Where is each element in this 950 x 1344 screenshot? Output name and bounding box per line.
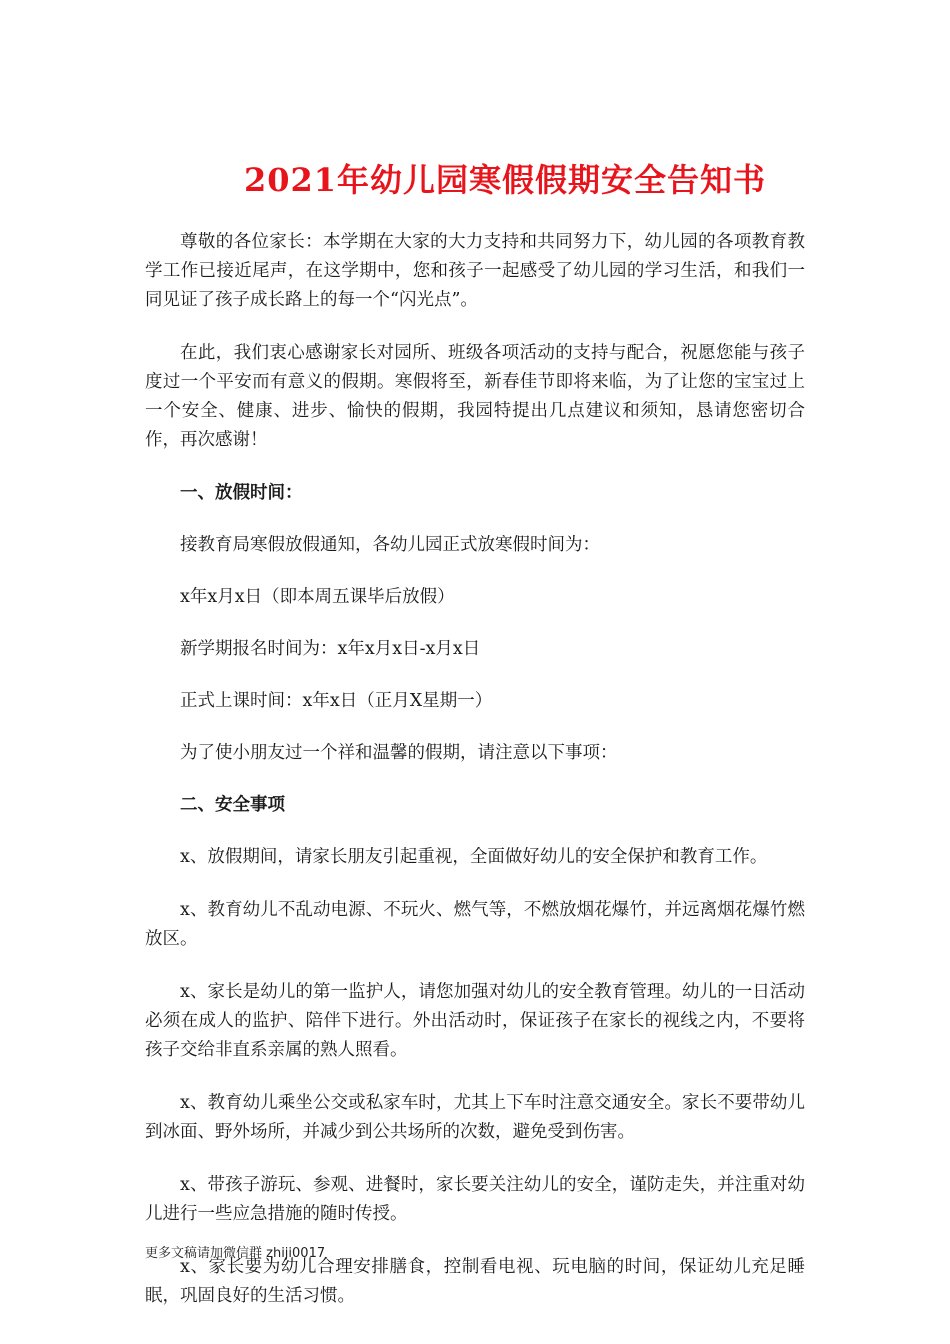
footer-note: 更多文稿请加微信群 zhiji0017 [145, 1246, 326, 1261]
section-heading-vacation-time: 一、放假时间： [180, 483, 303, 503]
intro-paragraph: 在此，我们衷心感谢家长对园所、班级各项活动的支持与配合，祝愿您能与孩子度过一个平安而有意义的假期。寒假将至，新春佳节即将来临，为了让您的宝宝过上一个安全、健康、进步、愉快的假期，我园特提出几点建议和须知，恳请您密切合作，再次感谢！ [145, 343, 805, 450]
document-body [145, 228, 805, 1335]
vacation-line: x年x月x日（即本周五课毕后放假） [180, 587, 455, 607]
vacation-line: 正式上课时间：x年x日（正月X星期一） [180, 691, 493, 711]
intro-paragraph: 尊敬的各位家长：本学期在大家的大力支持和共同努力下，幼儿园的各项教育教学工作已接近尾声，在这学期中，您和孩子一起感受了幼儿园的学习生活，和我们一同见证了孩子成长路上的每一个“闪光点”。 [145, 232, 805, 310]
safety-item: x、带孩子游玩、参观、进餐时，家长要关注幼儿的安全，谨防走失，并注重对幼儿进行一些应急措施的随时传授。 [145, 1175, 805, 1224]
safety-item: x、教育幼儿不乱动电源、不玩火、燃气等，不燃放烟花爆竹，并远离烟花爆竹燃放区。 [145, 900, 805, 949]
document-title: 2021年幼儿园寒假假期安全告知书 [243, 161, 767, 199]
safety-item: x、放假期间，请家长朋友引起重视，全面做好幼儿的安全保护和教育工作。 [180, 847, 768, 867]
vacation-line: 为了使小朋友过一个祥和温馨的假期，请注意以下事项： [180, 743, 618, 763]
section-heading-safety: 二、安全事项 [180, 795, 285, 815]
safety-item: x、家长要为幼儿合理安排膳食，控制看电视、玩电脑的时间，保证幼儿充足睡眠，巩固良好的生活习惯。 [145, 1257, 805, 1306]
safety-item: x、教育幼儿乘坐公交或私家车时，尤其上下车时注意交通安全。家长不要带幼儿到冰面、野外场所，并减少到公共场所的次数，避免受到伤害。 [145, 1093, 805, 1142]
safety-item: x、家长是幼儿的第一监护人，请您加强对幼儿的安全教育管理。幼儿的一日活动必须在成人的监护、陪伴下进行。外出活动时，保证孩子在家长的视线之内，不要将孩子交给非直系亲属的熟人照看。 [145, 982, 805, 1060]
vacation-line: 新学期报名时间为：x年x月x日-x月x日 [180, 639, 481, 659]
vacation-line: 接教育局寒假放假通知，各幼儿园正式放寒假时间为： [180, 535, 600, 555]
